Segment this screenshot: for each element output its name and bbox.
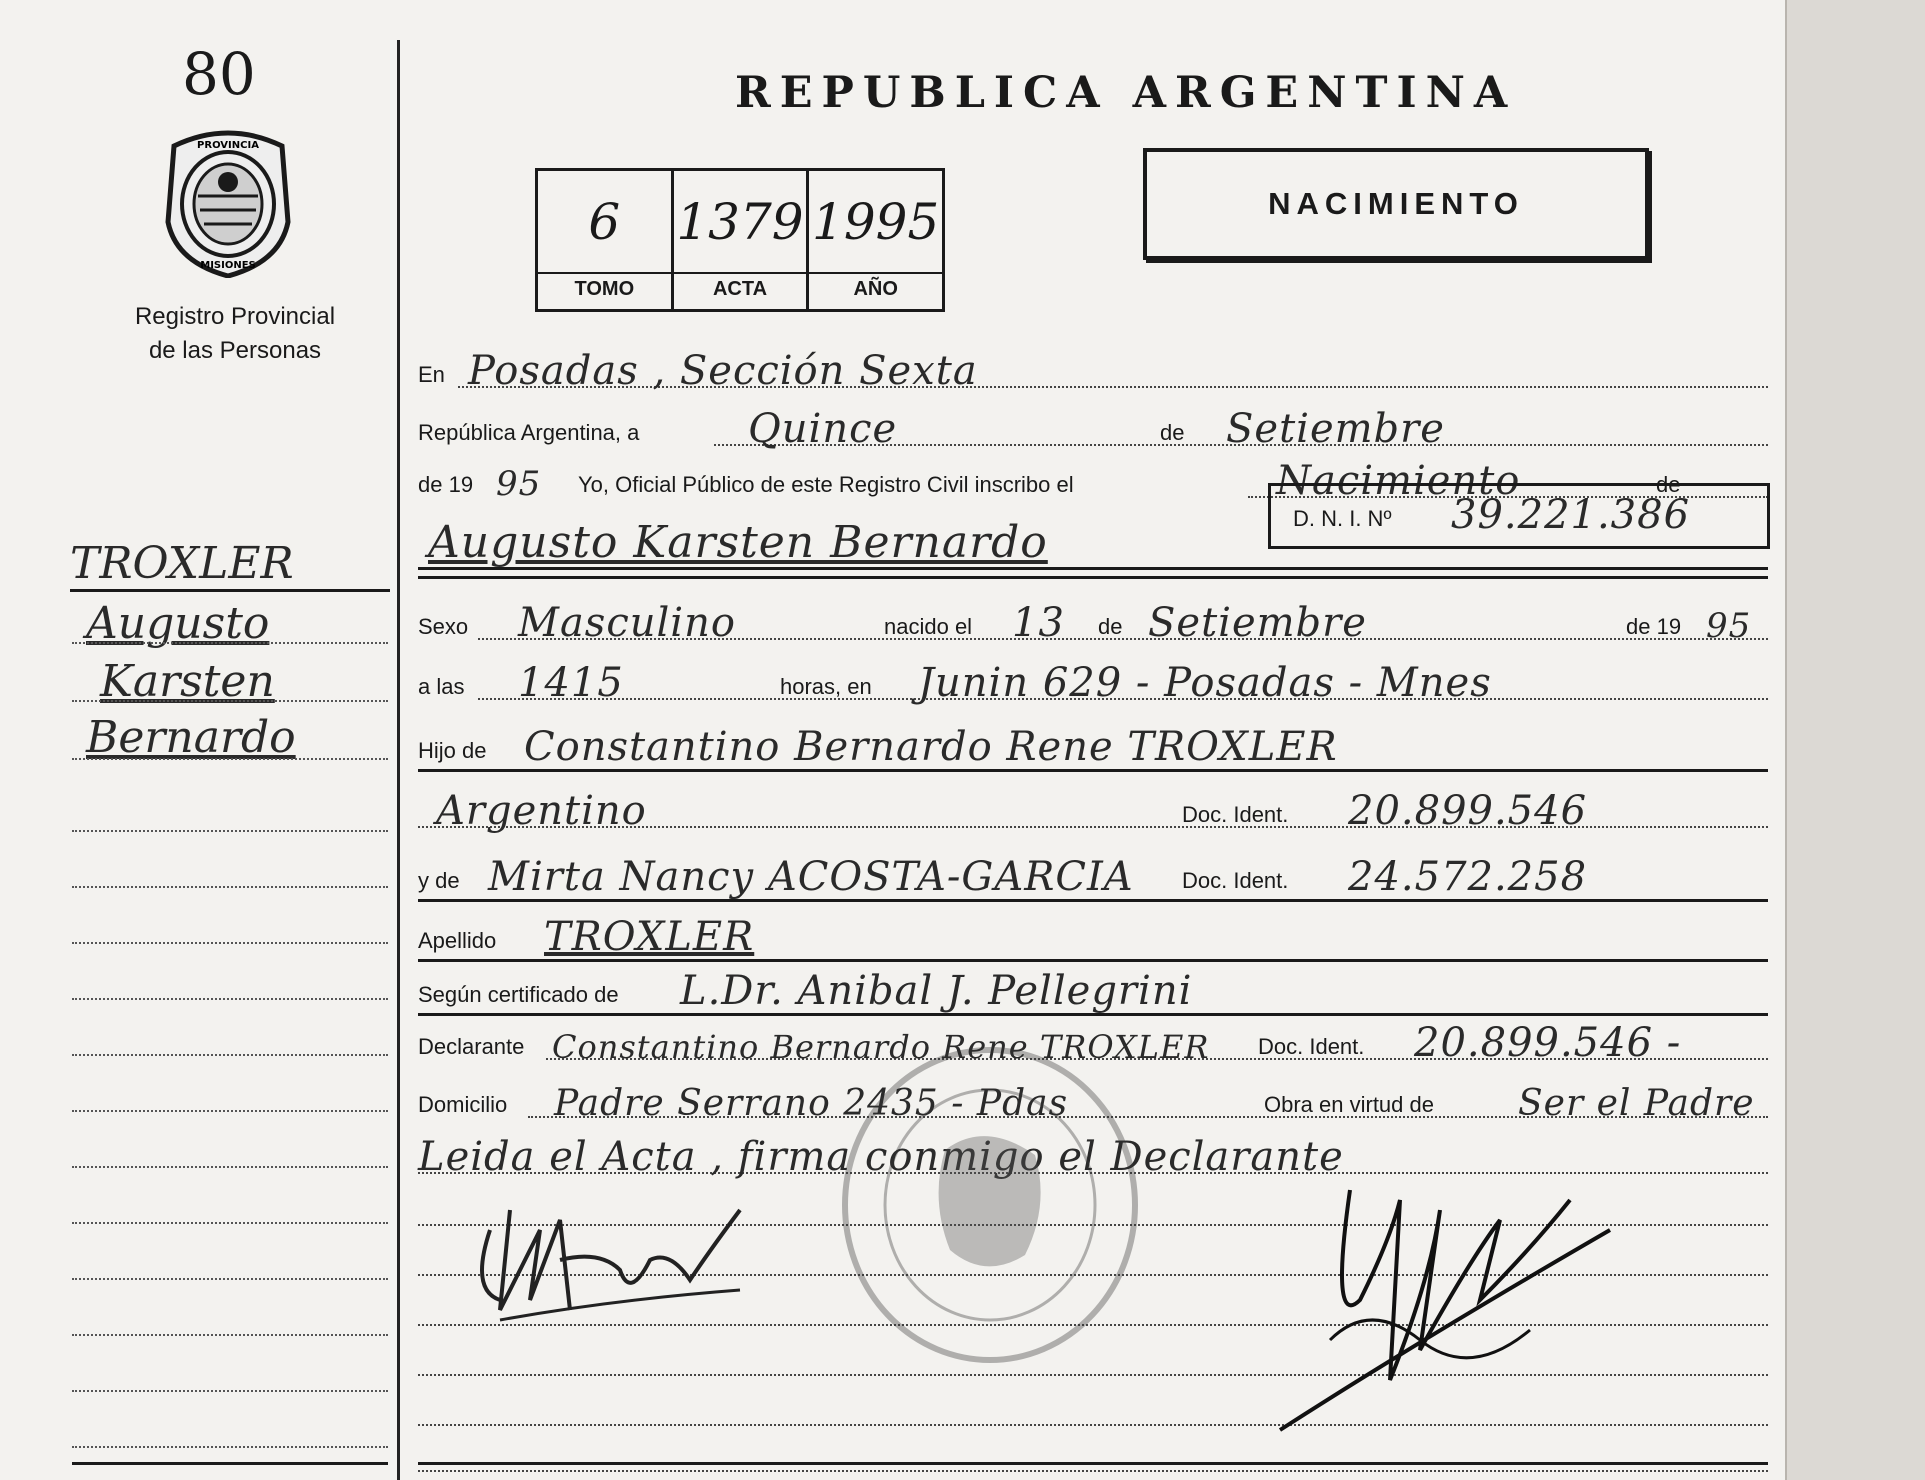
- dni-value: 39.221.386: [1451, 492, 1691, 538]
- margin-given-name-2: Karsten: [100, 656, 275, 707]
- dni-label: D. N. I. Nº: [1293, 506, 1392, 531]
- tomo-cell: [538, 171, 674, 309]
- margin-line: [72, 942, 388, 944]
- margin-line: [72, 830, 388, 832]
- apellido-value: TROXLER: [544, 914, 755, 960]
- year-value: 95: [496, 464, 542, 504]
- margin-given-name-1: Augusto: [86, 598, 270, 649]
- a-las-label: a las: [418, 674, 465, 699]
- registry-line-2: de las Personas: [148, 337, 322, 364]
- nacido-label: nacido el: [884, 614, 973, 639]
- row-hijo: [418, 724, 1768, 772]
- place-section-value: Posadas , Sección Sexta: [468, 348, 978, 394]
- declarante-doc-value: 20.899.546 -: [1414, 1020, 1682, 1066]
- margin-line: [72, 886, 388, 888]
- birth-year-value: 95: [1706, 606, 1752, 646]
- margin-line: [72, 1222, 388, 1224]
- acta-value: 1379: [676, 193, 804, 251]
- mother-name-value: Mirta Nancy ACOSTA-GARCIA: [488, 854, 1134, 900]
- hour-value: 1415: [518, 660, 624, 706]
- margin-line: [72, 1390, 388, 1392]
- seal-text-top: PROVINCIA: [197, 140, 259, 151]
- domicilio-label: Domicilio: [418, 1092, 508, 1117]
- tomo-caption: TOMO: [538, 272, 671, 301]
- record-number-box: [535, 168, 945, 312]
- declarante-signature: [460, 1190, 760, 1335]
- doc-ident-label: Doc. Ident.: [1182, 802, 1289, 827]
- de-label: de: [1160, 420, 1185, 445]
- country-title: REPUBLICA ARGENTINA: [735, 68, 1517, 118]
- row-mother: [418, 854, 1768, 902]
- province-seal-icon: [160, 126, 296, 278]
- margin-line: [72, 1278, 388, 1280]
- obra-label: Obra en virtud de: [1264, 1092, 1434, 1117]
- sexo-label: Sexo: [418, 614, 469, 639]
- row-en: [418, 348, 1768, 396]
- margin-line: [72, 1110, 388, 1112]
- republica-label: República Argentina, a: [418, 420, 640, 445]
- father-doc-value: 20.899.546: [1348, 788, 1588, 834]
- acta-cell: [674, 171, 810, 309]
- dotted-fill: [418, 1470, 1768, 1472]
- anio-caption: AÑO: [809, 272, 942, 301]
- margin-line: [72, 998, 388, 1000]
- row-apellido: [418, 914, 1768, 962]
- page-binding-edge: [1785, 0, 1925, 1480]
- declarante-signature-text: [460, 1190, 465, 1191]
- doc-ident-label: Doc. Ident.: [1258, 1034, 1365, 1059]
- mother-doc-value: 24.572.258: [1348, 854, 1588, 900]
- margin-surname: TROXLER: [70, 538, 390, 592]
- day-value: Quince: [748, 406, 898, 452]
- margin-line: [72, 1334, 388, 1336]
- en-label: En: [418, 362, 445, 387]
- sexo-value: Masculino: [518, 600, 736, 646]
- domicilio-value: Padre Serrano 2435 - Pdas: [554, 1083, 1069, 1124]
- official-signature: [1270, 1180, 1630, 1445]
- obra-value: Ser el Padre: [1518, 1083, 1755, 1124]
- birth-place-value: Junin 629 - Posadas - Mnes: [918, 660, 1492, 706]
- de-label-3: de: [1098, 614, 1123, 639]
- registry-line-1: Registro Provincial: [134, 303, 336, 330]
- bottom-rule: [418, 1462, 1768, 1465]
- margin-divider: [397, 40, 400, 1480]
- birth-day-value: 13: [1012, 600, 1065, 646]
- bottom-rule-margin: [72, 1462, 388, 1465]
- month-value: Setiembre: [1226, 406, 1445, 452]
- act-type-box: NACIMIENTO: [1143, 148, 1649, 260]
- father-nationality-value: Argentino: [436, 788, 647, 834]
- seal-text-bottom: MISIONES: [200, 260, 256, 271]
- year-prefix: de 19: [418, 472, 474, 497]
- yo-text: Yo, Oficial Público de este Registro Civil inscribo el: [578, 472, 1074, 497]
- dni-box: [1268, 483, 1770, 549]
- certificado-value: L.Dr. Anibal J. Pellegrini: [680, 968, 1193, 1014]
- row-hora: [418, 660, 1768, 708]
- row-republica: [418, 406, 1768, 454]
- margin-line: [72, 642, 388, 644]
- page-number: 80: [182, 40, 256, 108]
- margin-given-name-3: Bernardo: [86, 712, 296, 763]
- child-name-value: Augusto Karsten Bernardo: [428, 517, 1048, 568]
- segun-label: Según certificado de: [418, 982, 619, 1007]
- registry-name: [110, 300, 360, 368]
- horas-label: horas, en: [780, 674, 872, 699]
- row-sexo: [418, 600, 1768, 648]
- de-label-2: de: [1656, 472, 1681, 497]
- margin-line: [72, 1054, 388, 1056]
- father-name-value: Constantino Bernardo Rene TROXLER: [524, 724, 1338, 770]
- margin-line: [72, 758, 388, 760]
- margin-line: [72, 1446, 388, 1448]
- rule: [418, 576, 1768, 579]
- birth-year-prefix: de 19: [1626, 614, 1682, 639]
- anio-cell: [809, 171, 942, 309]
- row-certificado: [418, 968, 1768, 1016]
- birth-month-value: Setiembre: [1148, 600, 1367, 646]
- row-father-doc: [418, 788, 1768, 836]
- anio-value: 1995: [812, 193, 940, 251]
- apellido-label: Apellido: [418, 928, 497, 953]
- y-de-label: y de: [418, 868, 460, 893]
- margin-line: [72, 1166, 388, 1168]
- margin-line: [72, 700, 388, 702]
- official-stamp-icon: [835, 1040, 1145, 1370]
- tomo-value: 6: [588, 193, 621, 251]
- doc-ident-label: Doc. Ident.: [1182, 868, 1289, 893]
- declarante-value: Constantino Bernardo Rene TROXLER: [552, 1028, 1210, 1066]
- hijo-label: Hijo de: [418, 738, 487, 763]
- closing-statement-value: Leida el Acta , firma conmigo el Declarante: [418, 1134, 1344, 1180]
- acta-caption: ACTA: [674, 272, 807, 301]
- declarante-label: Declarante: [418, 1034, 525, 1059]
- inscribe-value: Nacimiento: [1276, 458, 1521, 504]
